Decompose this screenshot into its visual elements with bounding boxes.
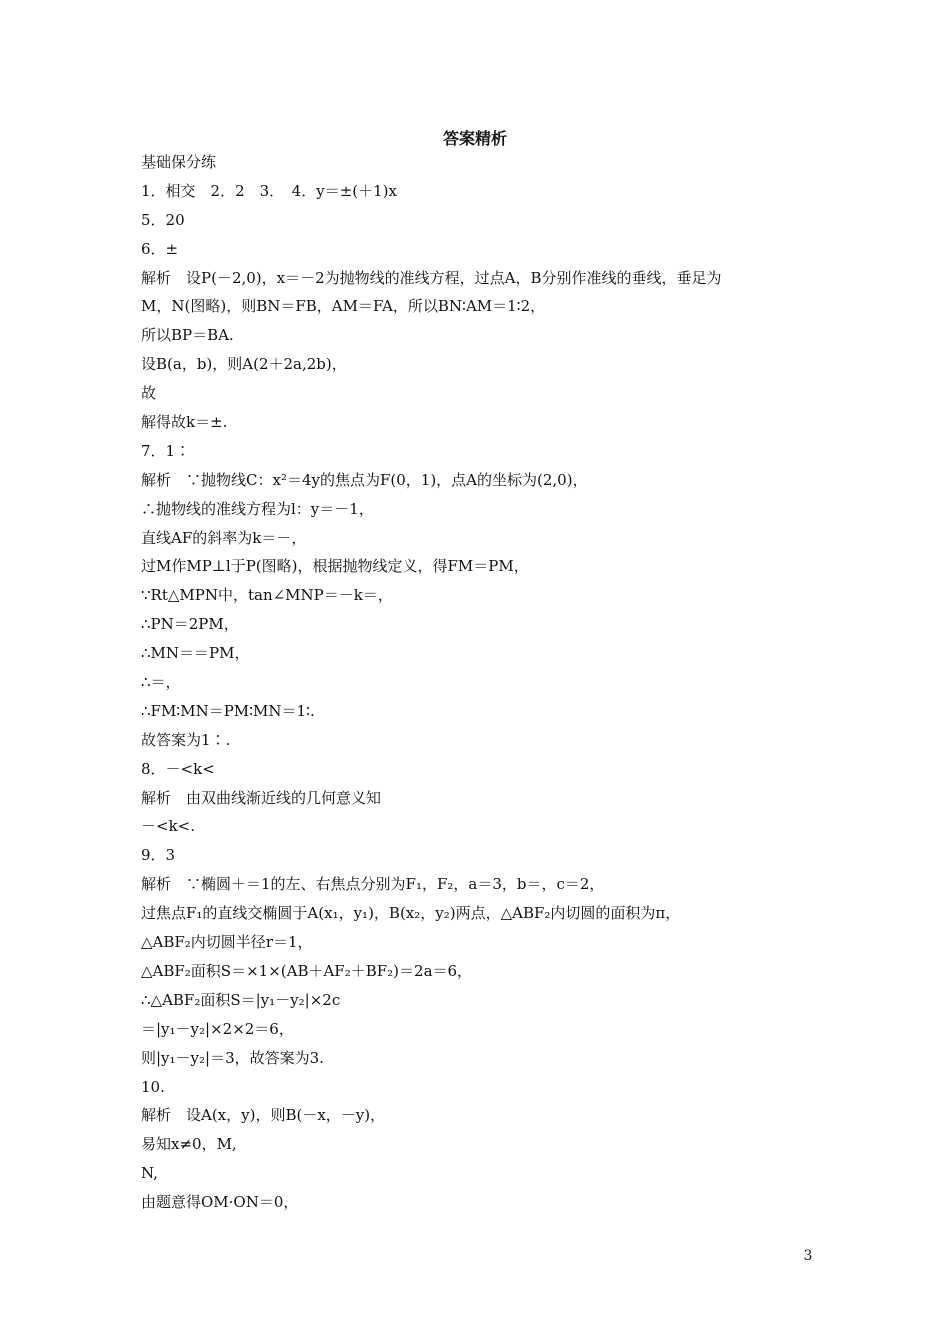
text-line: ∴△ABF₂面积S＝|y₁－y₂|×2c	[141, 990, 341, 1009]
page-title: 答案精析	[442, 129, 507, 148]
text-line: N,	[141, 1164, 158, 1183]
text-line: 9．3	[141, 846, 176, 865]
text-line: △ABF₂面积S＝×1×(AB＋AF₂＋BF₂)＝2a＝6，	[141, 961, 473, 980]
text-line: 所以BP＝BA.	[141, 326, 234, 345]
text-line: 故答案为1∶.	[141, 730, 231, 749]
text-line: △ABF₂内切圆半径r＝1，	[141, 933, 313, 952]
text-line: ∵Rt△MPN中，tan∠MNP＝－k＝，	[141, 586, 393, 605]
text-line: 7．1∶	[141, 441, 191, 460]
page-number: 3	[803, 1248, 813, 1264]
text-line: 解析 ∵椭圆＋＝1的左、右焦点分别为F₁，F₂，a＝3，b＝，c＝2，	[141, 875, 605, 894]
text-line: ∴＝，	[141, 673, 181, 692]
text-line: ∴MN＝＝PM，	[141, 644, 250, 663]
text-line: 由题意得OM·ON＝0，	[141, 1193, 299, 1212]
text-line: 6．±	[141, 239, 179, 258]
text-line: 设B(a，b)，则A(2＋2a,2b)，	[141, 355, 347, 374]
answer-body	[141, 148, 821, 1217]
text-line: 解得故k＝±.	[141, 413, 228, 432]
text-line: 易知x≠0，M,	[141, 1135, 237, 1154]
text-line: 则|y₁－y₂|＝3，故答案为3.	[141, 1048, 324, 1067]
text-line: 直线AF的斜率为k＝－，	[141, 528, 307, 547]
text-line: －<k<.	[141, 817, 195, 836]
text-line: M，N(图略)，则BN＝FB，AM＝FA，所以BN∶AM＝1∶2，	[141, 297, 546, 316]
text-line: ∴PN＝2PM，	[141, 615, 239, 634]
text-line: 5．20	[141, 210, 185, 229]
text-line: 过M作MP⊥l于P(图略)，根据抛物线定义，得FM＝PM，	[141, 557, 529, 576]
text-line: 故	[141, 384, 157, 403]
text-line: 10.	[141, 1077, 165, 1096]
text-line: 8．－<k<	[141, 759, 215, 778]
text-line: 解析 设P(－2,0)，x＝－2为抛物线的准线方程，过点A，B分别作准线的垂线，垂足为	[141, 268, 722, 287]
text-line: 过焦点F₁的直线交椭圆于A(x₁，y₁)，B(x₂，y₂)两点，△ABF₂内切圆的面积为π，	[141, 904, 681, 923]
text-line: ∴抛物线的准线方程为l：y＝－1，	[141, 499, 374, 518]
text-line: 解析 由双曲线渐近线的几何意义知	[141, 788, 382, 807]
text-line: 基础保分练	[141, 153, 217, 171]
text-line: 解析 ∵抛物线C：x²＝4y的焦点为F(0，1)，点A的坐标为(2,0)，	[141, 470, 588, 489]
text-line: 1．相交 2．2 3． 4．y＝±(＋1)x	[141, 181, 397, 200]
text-line: 解析 设A(x，y)，则B(－x，－y)，	[141, 1106, 386, 1125]
text-line: ∴FM∶MN＝PM∶MN＝1∶.	[141, 701, 315, 720]
text-line: ＝|y₁－y₂|×2×2＝6，	[141, 1019, 294, 1038]
